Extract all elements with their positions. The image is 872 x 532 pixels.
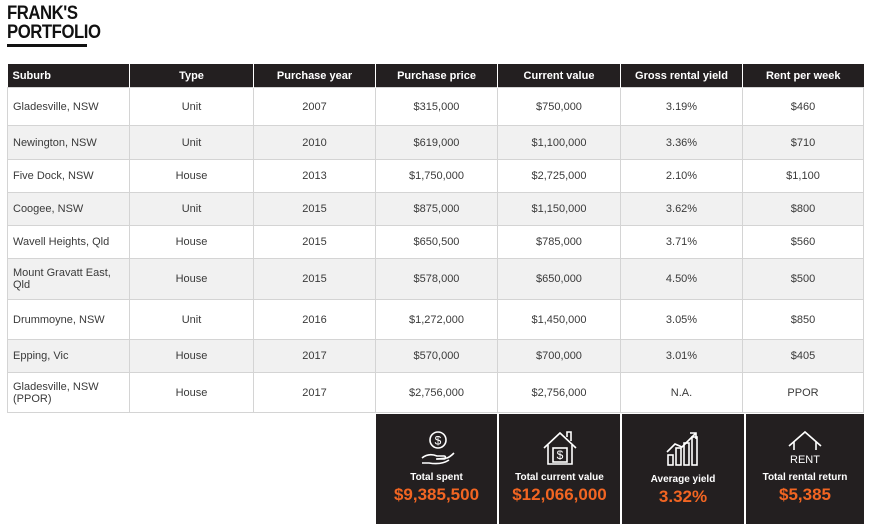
cell-year: 2015 — [254, 226, 376, 259]
average-yield-value: 3.32% — [658, 487, 708, 506]
money-hand-icon — [417, 428, 457, 473]
cell-type: Unit — [130, 126, 254, 160]
table-row — [8, 340, 864, 373]
header-current-value: Current value — [498, 64, 621, 88]
cell-value: $785,000 — [498, 226, 621, 259]
summary-panel — [376, 414, 864, 524]
summary-total-current-value — [499, 414, 620, 524]
portfolio-table — [7, 64, 864, 413]
cell-type: Unit — [130, 300, 254, 340]
cell-rent: $405 — [743, 340, 864, 373]
cell-value: $700,000 — [498, 340, 621, 373]
cell-yield: 3.71% — [621, 226, 743, 259]
cell-yield: N.A. — [621, 373, 743, 413]
cell-value: $1,150,000 — [498, 193, 621, 226]
table-row — [8, 126, 864, 160]
total-spent-value: $9,385,500 — [393, 485, 480, 504]
header-purchase-price: Purchase price — [376, 64, 498, 88]
cell-rent: $460 — [743, 88, 864, 126]
cell-value: $2,725,000 — [498, 160, 621, 193]
cell-price: $875,000 — [376, 193, 498, 226]
average-yield-label: Average yield — [650, 474, 716, 485]
cell-value: $1,100,000 — [498, 126, 621, 160]
cell-year: 2013 — [254, 160, 376, 193]
cell-suburb: Gladesville, NSW — [8, 88, 130, 126]
cell-suburb: Five Dock, NSW — [8, 160, 130, 193]
cell-value: $750,000 — [498, 88, 621, 126]
cell-rent: $560 — [743, 226, 864, 259]
cell-price: $315,000 — [376, 88, 498, 126]
cell-rent: PPOR — [743, 373, 864, 413]
cell-price: $570,000 — [376, 340, 498, 373]
cell-suburb: Gladesville, NSW (PPOR) — [8, 373, 130, 413]
total-current-value-value: $12,066,000 — [512, 485, 607, 504]
total-spent-label: Total spent — [410, 472, 463, 483]
cell-value: $650,000 — [498, 259, 621, 300]
cell-type: House — [130, 340, 254, 373]
cell-price: $619,000 — [376, 126, 498, 160]
header-type: Type — [130, 64, 254, 88]
cell-year: 2010 — [254, 126, 376, 160]
cell-suburb: Wavell Heights, Qld — [8, 226, 130, 259]
cell-price: $2,756,000 — [376, 373, 498, 413]
cell-year: 2007 — [254, 88, 376, 126]
table-row — [8, 193, 864, 226]
cell-yield: 3.36% — [621, 126, 743, 160]
cell-suburb: Newington, NSW — [8, 126, 130, 160]
rent-icon-text: RENT — [790, 454, 820, 466]
page-title — [7, 4, 101, 42]
cell-yield: 3.01% — [621, 340, 743, 373]
table-row — [8, 373, 864, 413]
cell-yield: 3.05% — [621, 300, 743, 340]
svg-text:$: $ — [434, 433, 441, 448]
cell-year: 2017 — [254, 373, 376, 413]
total-rental-return-value: $5,385 — [779, 485, 831, 504]
house-dollar-icon — [540, 428, 580, 473]
house-rent-icon — [785, 428, 825, 473]
cell-rent: $800 — [743, 193, 864, 226]
svg-text:$: $ — [556, 448, 563, 462]
header-gross-rental-yield: Gross rental yield — [621, 64, 743, 88]
cell-price: $578,000 — [376, 259, 498, 300]
table-row — [8, 88, 864, 126]
cell-type: House — [130, 259, 254, 300]
title-line-2: PORTFOLIO — [7, 22, 101, 43]
title-underline — [7, 44, 87, 47]
summary-average-yield — [622, 414, 744, 524]
cell-year: 2017 — [254, 340, 376, 373]
table-row — [8, 226, 864, 259]
cell-yield: 2.10% — [621, 160, 743, 193]
cell-type: House — [130, 160, 254, 193]
table-row — [8, 160, 864, 193]
cell-type: Unit — [130, 193, 254, 226]
header-purchase-year: Purchase year — [254, 64, 376, 88]
cell-value: $2,756,000 — [498, 373, 621, 413]
cell-price: $1,272,000 — [376, 300, 498, 340]
header-rent-per-week: Rent per week — [743, 64, 864, 88]
cell-yield: 3.19% — [621, 88, 743, 126]
cell-type: Unit — [130, 88, 254, 126]
cell-suburb: Mount Gravatt East, Qld — [8, 259, 130, 300]
bar-chart-growth-icon — [663, 428, 703, 473]
cell-year: 2016 — [254, 300, 376, 340]
title-line-1: FRANK'S — [7, 3, 78, 24]
cell-type: House — [130, 373, 254, 413]
cell-yield: 4.50% — [621, 259, 743, 300]
cell-suburb: Drummoyne, NSW — [8, 300, 130, 340]
total-rental-return-label: Total rental return — [762, 472, 848, 483]
cell-year: 2015 — [254, 259, 376, 300]
cell-rent: $710 — [743, 126, 864, 160]
header-suburb: Suburb — [8, 64, 130, 88]
total-current-value-label: Total current value — [515, 472, 604, 483]
cell-price: $1,750,000 — [376, 160, 498, 193]
summary-total-spent — [376, 414, 497, 524]
cell-suburb: Epping, Vic — [8, 340, 130, 373]
cell-yield: 3.62% — [621, 193, 743, 226]
cell-rent: $500 — [743, 259, 864, 300]
table-row — [8, 300, 864, 340]
cell-type: House — [130, 226, 254, 259]
table-row — [8, 259, 864, 300]
summary-total-rental-return — [746, 414, 864, 524]
cell-year: 2015 — [254, 193, 376, 226]
cell-value: $1,450,000 — [498, 300, 621, 340]
cell-suburb: Coogee, NSW — [8, 193, 130, 226]
table-header-row — [8, 64, 864, 88]
cell-price: $650,500 — [376, 226, 498, 259]
cell-rent: $850 — [743, 300, 864, 340]
cell-rent: $1,100 — [743, 160, 864, 193]
